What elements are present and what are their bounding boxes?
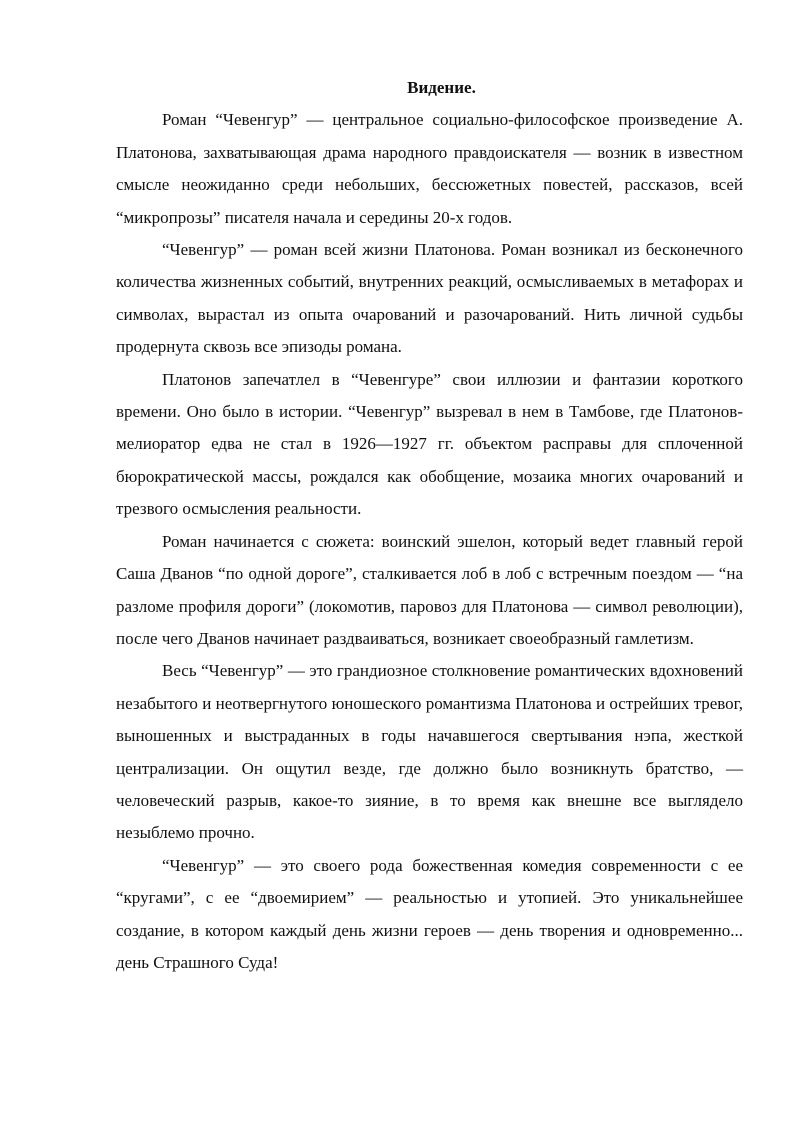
document-title: Видение. — [407, 78, 476, 97]
paragraph-6: “Чевенгур” — это своего рода божественная комедия современности с ее “кругами”, с ее “двоемирием” — реальностью и утопией. Это уникальнейшее создание, в котором каждый день жизни героев — день творения и одновременно... день Страшного Суда! — [116, 855, 743, 972]
document-page — [116, 72, 743, 979]
paragraph-2: “Чевенгур” — роман всей жизни Платонова. Роман возникал из бесконечного количества жизненных событий, внутренних реакций, осмысливаемых в метафорах и символах, вырастал из опыта очарований и разочарований. Нить личной судьбы продернута сквозь все эпизоды романа. — [116, 240, 743, 357]
paragraph-5: Весь “Чевенгур” — это грандиозное столкновение романтических вдохновений незабытого и неотвергнутого юношеского романтизма Платонова и острейших тревог, выношенных и выстраданных в годы начавшегося свертывания нэпа, жесткой централизации. Он ощутил везде, где должно было возникнуть братство, — человеческий разрыв, какое-то зияние, в то время как внешне все выглядело незыблемо прочно. — [116, 661, 743, 843]
paragraph-4: Роман начинается с сюжета: воинский эшелон, который ведет главный герой Саша Дванов “по одной дороге”, сталкивается лоб в лоб с встречным поездом — “на разломе профиля дороги” (локомотив, паровоз для Платонова — символ революции), после чего Дванов начинает раздваиваться, возникает своеобразный гамлетизм. — [116, 531, 743, 648]
paragraph-3: Платонов запечатлел в “Чевенгуре” свои иллюзии и фантазии короткого времени. Оно было в истории. “Чевенгур” вызревал в нем в Тамбове, где Платонов-мелиоратор едва не стал в 1926—1927 гг. объектом расправы для сплоченной бюрократической массы, рождался как обобщение, мозаика многих очарований и трезвого осмысления реальности. — [116, 369, 743, 519]
paragraph-1: Роман “Чевенгур” — центральное социально-философское произведение А. Платонова, захватывающая драма народного правдоискателя — возник в известном смысле неожиданно среди небольших, бессюжетных повестей, рассказов, всей “микропрозы” писателя начала и середины 20-х годов. — [116, 110, 743, 227]
